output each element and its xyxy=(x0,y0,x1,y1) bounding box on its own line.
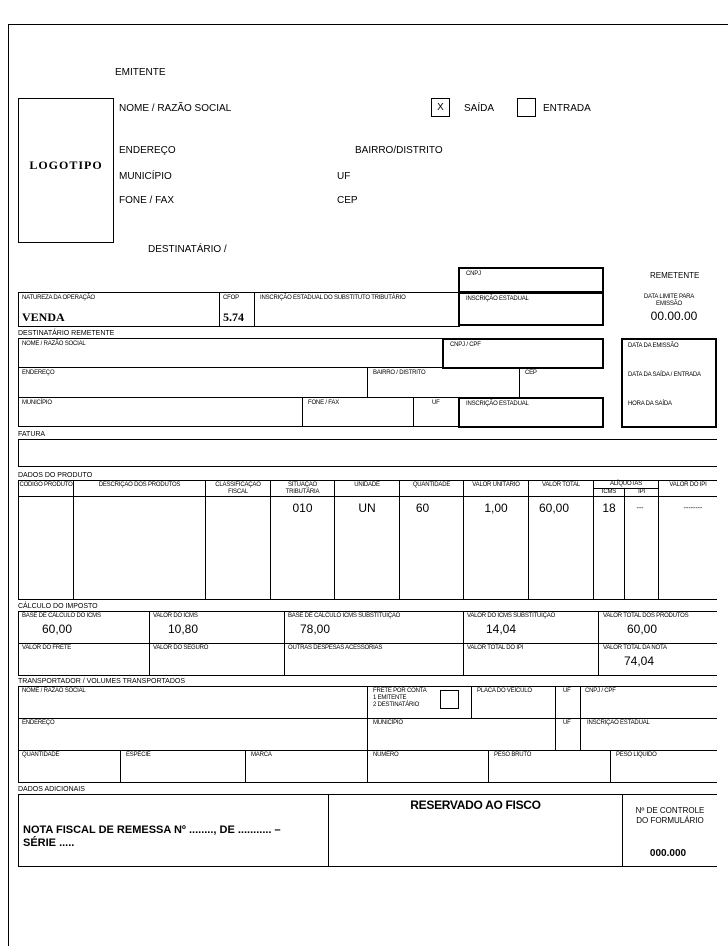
col-situacao: SITUAÇÃO TRIBUTÁRIA xyxy=(285,482,320,496)
data-limite-value: 00.00.00 xyxy=(650,309,698,323)
col-valor-total: VALOR TOTAL xyxy=(541,482,581,488)
reservado-fisco: RESERVADO AO FISCO xyxy=(410,798,541,812)
frete-line1: FRETE POR CONTA xyxy=(373,688,427,694)
frete-checkbox[interactable] xyxy=(440,690,459,709)
natureza-label: NATUREZA DA OPERAÇÃO xyxy=(22,295,95,301)
especie-label: ESPÉCIE xyxy=(126,752,151,758)
fatura-title: FATURA xyxy=(18,431,46,438)
numero-label: NÚMERO xyxy=(373,752,399,758)
emitente-nome-label: NOME / RAZÃO SOCIAL xyxy=(119,103,232,114)
controle-line2: DO FORMULÁRIO xyxy=(636,816,704,826)
saida-checkbox[interactable] xyxy=(431,98,450,117)
emitente-title: EMITENTE xyxy=(115,67,166,78)
datas-box xyxy=(621,338,717,428)
produtos-title: DADOS DO PRODUTO xyxy=(18,472,93,479)
total-nota-value: 74,04 xyxy=(624,654,655,668)
saida-mark: X xyxy=(437,102,444,113)
col-class-fiscal: CLASSIFICAÇÃO FISCAL xyxy=(215,482,261,496)
ie-substituto-label: INSCRIÇÃO ESTADUAL DO SUBSTITUTO TRIBUTÁRIO xyxy=(260,295,406,301)
valor-icms-label: VALOR DO ICMS xyxy=(153,613,198,619)
total-ipi-label: VALOR TOTAL DO IPI xyxy=(467,645,524,651)
col-valor-unitario: VALOR UNITÁRIO xyxy=(472,482,520,488)
dest-nome-label: NOME / RAZÃO SOCIAL xyxy=(22,341,86,347)
total-nota-label: VALOR TOTAL DA NOTA xyxy=(603,645,667,651)
peso-liquido-label: PESO LÍQUIDO xyxy=(616,752,657,758)
imposto-title: CÁLCULO DO IMPOSTO xyxy=(18,603,98,610)
cnpj-field[interactable] xyxy=(458,267,604,293)
logo-box xyxy=(18,98,114,243)
data-saida-label: DATA DA SAÍDA / ENTRADA xyxy=(628,372,701,378)
frete-por-conta xyxy=(373,688,427,710)
valor-subst-label: VALOR DO ICMS SUBSTITUIÇÃO xyxy=(467,613,556,619)
emitente-fone-label: FONE / FAX xyxy=(119,195,175,206)
quantidade-label: QUANTIDADE xyxy=(22,752,60,758)
emitente-bairro-label: BAIRRO/DISTRITO xyxy=(355,145,443,156)
col-ipi: IPI xyxy=(638,489,645,495)
total-produtos-label: VALOR TOTAL DOS PRODUTOS xyxy=(603,613,689,619)
transp-endereco-label: ENDEREÇO xyxy=(22,720,55,726)
nota-remessa-line2: SÉRIE ..... xyxy=(23,836,75,849)
placa-label: PLACA DO VEÍCULO xyxy=(477,688,532,694)
base-subst-value: 78,00 xyxy=(300,622,331,636)
valor-subst-value: 14,04 xyxy=(486,622,517,636)
transp-nome-label: NOME / RAZÃO SOCIAL xyxy=(22,688,86,694)
dest-ie-field[interactable] xyxy=(458,397,604,428)
dest-cnpj-field[interactable] xyxy=(442,338,604,369)
row-ipi: --- xyxy=(636,505,644,512)
transp-cnpj-label: CNPJ / CPF xyxy=(585,688,616,694)
col-icms: ICMS xyxy=(601,489,617,495)
seguro-label: VALOR DO SEGURO xyxy=(153,645,209,651)
row-situacao: 010 xyxy=(292,501,313,515)
col-valor-ipi: VALOR DO IPI xyxy=(669,482,707,488)
col-codigo: CÓDIGO PRODUTO xyxy=(19,482,73,488)
destinatario-title: DESTINATÁRIO / xyxy=(148,244,227,255)
dest-uf-label: UF xyxy=(432,400,440,406)
dest-cnpj-label: CNPJ / CPF xyxy=(450,342,481,348)
frete-label: VALOR DO FRETE xyxy=(22,645,72,651)
dest-municipio-label: MUNICÍPIO xyxy=(22,400,52,406)
transp-ie-label: INSCRIÇÃO ESTADUAL xyxy=(587,720,650,726)
row-icms: 18 xyxy=(602,501,616,515)
row-valor-total: 60,00 xyxy=(538,501,570,515)
emitente-cep-label: CEP xyxy=(337,195,358,206)
remetente-title: REMETENTE xyxy=(650,271,700,280)
transportador-title: TRANSPORTADOR / VOLUMES TRANSPORTADOS xyxy=(18,678,185,685)
dest-fone-label: FONE / FAX xyxy=(308,400,340,406)
controle-value: 000.000 xyxy=(649,848,687,859)
frete-line2: 1 EMITENTE xyxy=(373,695,407,702)
col-descricao: DESCRIÇÃO DOS PRODUTOS xyxy=(98,482,181,488)
base-icms-label: BASE DE CÁLCULO DO ICMS xyxy=(22,613,101,619)
dest-cep-label: CEP xyxy=(525,370,537,376)
cfop-value[interactable]: 5.74 xyxy=(223,310,244,324)
row-valor-ipi: -------- xyxy=(683,505,703,512)
col-unidade: UNIDADE xyxy=(354,482,380,488)
data-limite-label: DATA LIMITE PARA EMISSÃO xyxy=(643,294,695,307)
row-valor-unitario: 1,00 xyxy=(484,501,508,515)
nota-remessa-line1: NOTA FISCAL DE REMESSA Nº ........, DE ........... – xyxy=(23,824,281,836)
row-unidade: UN xyxy=(358,501,376,515)
frete-line3: 2 DESTINATÁRIO xyxy=(373,702,420,709)
entrada-checkbox[interactable] xyxy=(517,98,536,117)
col-quantidade: QUANTIDADE xyxy=(412,482,451,488)
base-icms-value: 60,00 xyxy=(42,622,73,636)
nota-remessa-text xyxy=(23,824,281,849)
entrada-label: ENTRADA xyxy=(543,103,591,114)
col-aliquotas: ALÍQUOTAS xyxy=(609,481,643,487)
emitente-endereco-label: ENDEREÇO xyxy=(119,145,176,156)
dest-bairro-label: BAIRRO / DISTRITO xyxy=(373,370,426,376)
peso-bruto-label: PESO BRUTO xyxy=(494,752,532,758)
adicionais-title: DADOS ADICIONAIS xyxy=(18,786,85,793)
total-produtos-value: 60,00 xyxy=(627,622,658,636)
outras-despesas-label: OUTRAS DESPESAS ACESSÓRIAS xyxy=(288,645,383,651)
marca-label: MARCA xyxy=(251,752,272,758)
dest-endereco-label: ENDEREÇO xyxy=(22,370,55,376)
transp-municipio-label: MUNICÍPIO xyxy=(373,720,403,726)
ie-field[interactable] xyxy=(458,292,604,326)
cfop-label: CFOP xyxy=(223,295,239,301)
transp-uf2-label: UF xyxy=(563,720,571,726)
dest-ie-label: INSCRIÇÃO ESTADUAL xyxy=(466,401,529,407)
ie-label: INSCRIÇÃO ESTADUAL xyxy=(466,296,529,302)
data-emissao-label: DATA DA EMISSÃO xyxy=(628,343,679,349)
cnpj-label: CNPJ xyxy=(466,271,481,277)
saida-label: SAÍDA xyxy=(464,103,495,114)
natureza-value[interactable]: VENDA xyxy=(22,310,65,324)
valor-icms-value: 10,80 xyxy=(168,622,199,636)
logo-text: LOGOTIPO xyxy=(29,158,103,172)
dest-remetente-title: DESTINATÁRIO REMETENTE xyxy=(18,330,115,337)
row-quantidade: 60 xyxy=(415,501,430,515)
controle-formulario xyxy=(623,806,717,827)
hora-saida-label: HORA DA SAÍDA xyxy=(628,401,672,407)
emitente-municipio-label: MUNICÍPIO xyxy=(119,171,172,182)
base-subst-label: BASE DE CÁLCULO ICMS SUBSTITUIÇÃO xyxy=(288,613,401,619)
transp-uf-label: UF xyxy=(563,688,571,694)
controle-line1: Nº DE CONTROLE xyxy=(635,806,705,815)
emitente-uf-label: UF xyxy=(337,171,351,182)
